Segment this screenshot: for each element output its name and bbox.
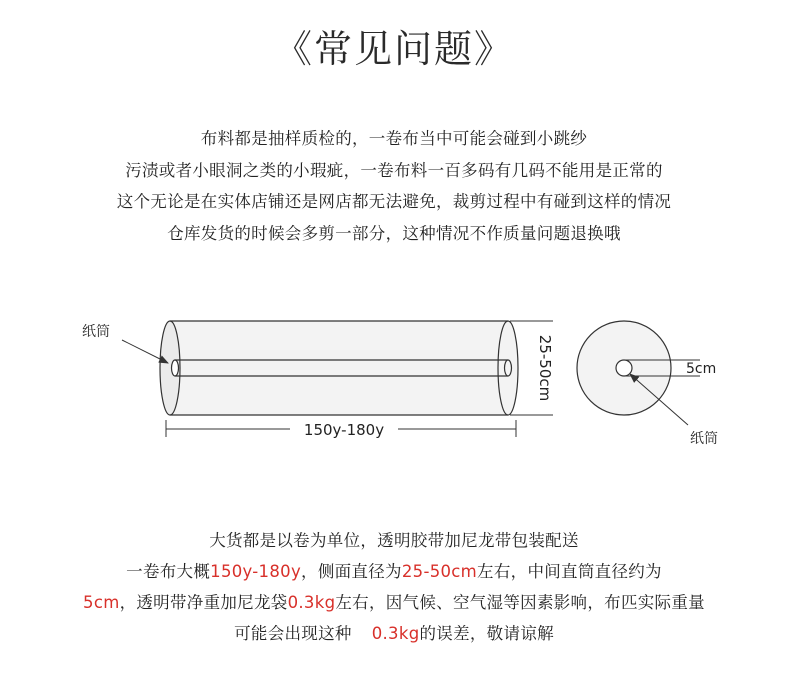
length-value: 150y-180y	[210, 562, 302, 581]
weight-error-value: 0.3kg	[371, 624, 420, 643]
note-line-4-text-a: 可能会出现这种	[234, 624, 352, 643]
roll-body	[170, 321, 508, 415]
note-line-3	[0, 587, 788, 618]
note-line-2-text-c: ，侧面直径为	[301, 562, 402, 581]
intro-line-2: 污渍或者小眼洞之类的小瑕疵，一卷布料一百多码有几码不能用是正常的	[125, 160, 663, 180]
core-right-end	[505, 360, 512, 376]
note-line-4-text-c: 的误差，敬请谅解	[419, 624, 554, 643]
end-roll-label: 纸筒	[690, 431, 718, 447]
note-line-1: 大货都是以卷为单位，透明胶带加尼龙带包装配送	[209, 531, 579, 550]
length-label: 150y-180y	[303, 421, 385, 439]
note-line-4	[0, 618, 788, 649]
core-diameter-label: 5cm	[686, 361, 717, 377]
end-view-core	[616, 360, 632, 376]
note-paragraph	[0, 525, 788, 649]
note-line-3-text-d: 左右，因气候、空气湿等因素影响，布匹实际重量	[335, 593, 705, 612]
roll-label: 纸筒	[82, 324, 110, 340]
note-line-2-text-a: 一卷布大概	[126, 562, 211, 581]
roll-side-view	[160, 321, 518, 415]
core-diameter-value: 5cm	[83, 593, 120, 612]
page-title: 《常见问题》	[273, 27, 514, 71]
weight-value: 0.3kg	[287, 593, 336, 612]
intro-line-1: 布料都是抽样质检的，一卷布当中可能会碰到小跳纱	[200, 129, 588, 148]
roll-end-view	[577, 321, 700, 425]
height-label: 25-50cm	[536, 334, 554, 402]
intro-line-4: 仓库发货的时候会多剪一部分，这种情况不作质量问题退换哦	[167, 223, 621, 243]
intro-line-3: 这个无论是在实体店铺还是网店都无法避免，裁剪过程中有碰到这样的情况	[116, 192, 672, 211]
diameter-value: 25-50cm	[401, 562, 478, 581]
note-line-2-text-e: 左右，中间直筒直径约为	[477, 562, 662, 581]
note-line-2	[0, 556, 788, 587]
note-line-3-text-b: ，透明带净重加尼龙袋	[119, 593, 288, 612]
core-left-end	[172, 360, 179, 376]
